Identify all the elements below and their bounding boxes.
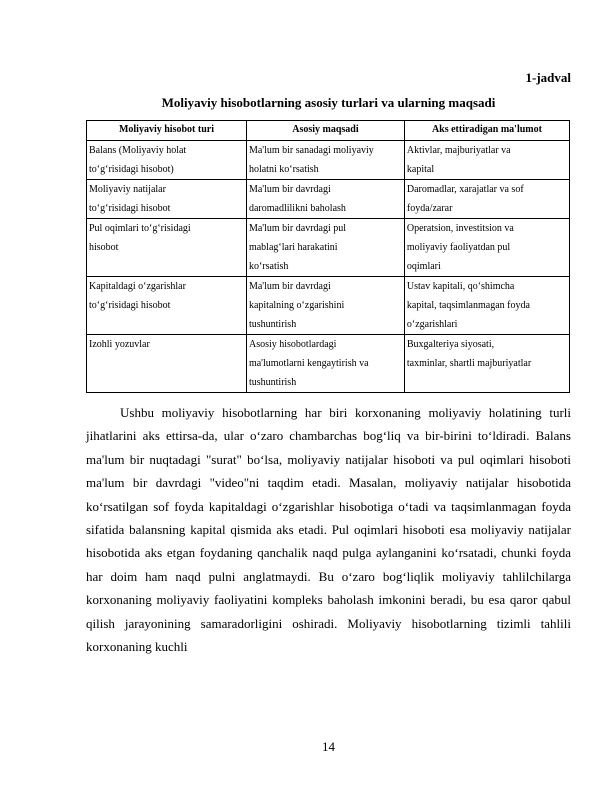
cell-line: tushuntirish [248, 377, 297, 388]
report-types-table [86, 120, 570, 393]
cell-report-type [87, 141, 247, 180]
cell-line: oqimlari [406, 261, 441, 272]
cell-line: holatni koʻrsatish [248, 164, 319, 175]
cell-line: daromadlilikni baholash [248, 203, 346, 214]
cell-line: Moliyaviy natijalar [89, 184, 166, 195]
table-row [87, 277, 570, 335]
cell-line: Asosiy hisobotlardagi [248, 339, 337, 350]
cell-line: Izohli yozuvlar [89, 339, 150, 350]
table-row [87, 219, 570, 277]
body-paragraph: Ushbu moliyaviy hisobotlarning har biri korxonaning moliyaviy holatining turli jihatlarini aks ettirsa-da, ular oʻzaro chambarchas bogʻliq va bir-birini toʻldiradi. Balans ma'lum bir nuqtadagi "surat" boʻlsa, moliyaviy natijalar hisoboti va pul oqimlari hisoboti ma'lum bir davrdagi "video"ni taqdim etadi. Masalan, moliyaviy natijalar hisobotida koʻrsatilgan sof foyda kapitaldagi oʻzgarishlar hisobotiga oʻtadi va taqsimlanmagan foyda sifatida balansning kapital qismida aks etadi. Pul oqimlari hisoboti esa moliyaviy natijalar hisobotida aks etgan foydaning qanchalik naqd pulga aylanganini koʻrsatadi, chunki foyda har doim ham naqd pulni anglatmaydi. Bu oʻzaro bogʻliqlik moliyaviy tahlilchilarga korxonaning moliyaviy faoliyatini kompleks baholash imkonini beradi, bu esa qaror qabul qilish jarayonining samaradorligini oshiradi. Moliyaviy hisobotlarning tizimli tahlili korxonaning kuchli [86, 405, 571, 655]
page-number: 14 [322, 739, 335, 754]
table-row [87, 180, 570, 219]
cell-reflected-info [404, 180, 569, 219]
cell-main-purpose [246, 277, 404, 335]
cell-line: Aktivlar, majburiyatlar va [406, 145, 511, 156]
cell-line: ma'lumotlarni kengaytirish va [248, 358, 369, 369]
cell-line: Daromadlar, xarajatlar va sof [406, 184, 524, 195]
cell-line: Operatsion, investitsion va [406, 223, 514, 234]
cell-line: Balans (Moliyaviy holat [89, 145, 187, 156]
table-label: 1-jadval [525, 70, 571, 85]
cell-report-type [87, 335, 247, 393]
cell-line: Ma'lum bir sanadagi moliyaviy [248, 145, 374, 156]
cell-report-type [87, 219, 247, 277]
cell-line: mablagʻlari harakatini [248, 242, 338, 253]
cell-line: kapital, taqsimlanmagan foyda [406, 300, 530, 311]
header-reflected-info: Aks ettiradigan ma'lumot [404, 121, 569, 141]
cell-line: Buxgalteriya siyosati, [406, 339, 495, 350]
cell-line: toʻgʻrisidagi hisobot [89, 203, 171, 214]
cell-reflected-info [404, 141, 569, 180]
cell-line: tushuntirish [248, 319, 297, 330]
cell-main-purpose [246, 219, 404, 277]
cell-line: taxminlar, shartli majburiyatlar [406, 358, 532, 369]
table-header-row [87, 121, 570, 141]
cell-report-type [87, 277, 247, 335]
cell-main-purpose [246, 335, 404, 393]
table-body [87, 141, 570, 393]
cell-main-purpose [246, 180, 404, 219]
cell-line: toʻgʻrisidagi hisobot [89, 300, 171, 311]
header-main-purpose: Asosiy maqsadi [246, 121, 404, 141]
cell-line: toʻgʻrisidagi hisobot) [89, 164, 174, 175]
cell-line: Ustav kapitali, qoʻshimcha [406, 281, 515, 292]
cell-line: Ma'lum bir davrdagi [248, 184, 331, 195]
cell-main-purpose [246, 141, 404, 180]
cell-line: koʻrsatish [248, 261, 289, 272]
cell-line: Ma'lum bir davrdagi [248, 281, 331, 292]
table-row [87, 335, 570, 393]
cell-line: Ma'lum bir davrdagi pul [248, 223, 347, 234]
cell-line: moliyaviy faoliyatdan pul [406, 242, 511, 253]
table-title: Moliyaviy hisobotlarning asosiy turlari va ularning maqsadi [161, 95, 496, 110]
cell-line: Kapitaldagi oʻzgarishlar [89, 281, 186, 292]
cell-reflected-info [404, 277, 569, 335]
cell-reflected-info [404, 219, 569, 277]
cell-line: oʻzgarishlari [406, 319, 458, 330]
cell-line: kapital [406, 164, 435, 175]
cell-report-type [87, 180, 247, 219]
table-row [87, 141, 570, 180]
cell-reflected-info [404, 335, 569, 393]
cell-line: kapitalning oʻzgarishini [248, 300, 345, 311]
cell-line: hisobot [89, 242, 119, 253]
cell-line: foyda/zarar [406, 203, 453, 214]
header-report-type: Moliyaviy hisobot turi [87, 121, 247, 141]
cell-line: Pul oqimlari toʻgʻrisidagi [89, 223, 191, 234]
